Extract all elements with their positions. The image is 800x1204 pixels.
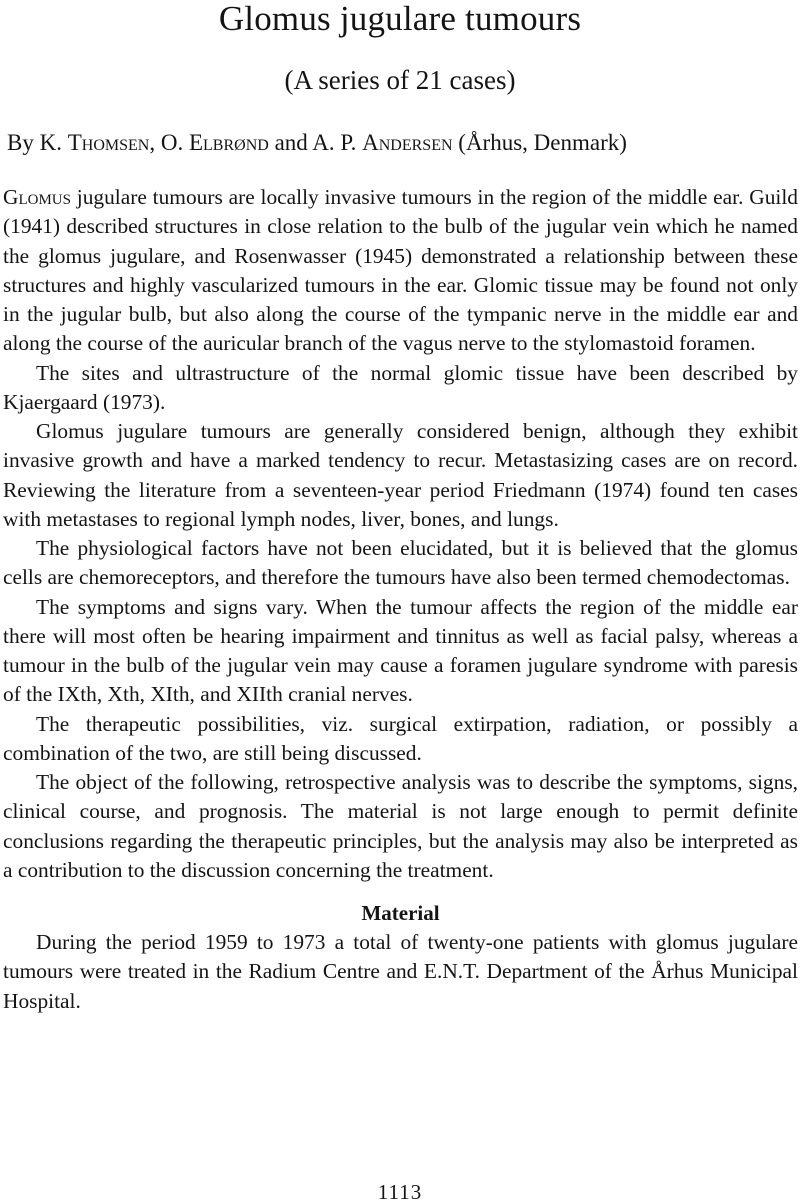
- intro-paragraph-2: The sites and ultrastructure of the normal glomic tissue have been described by Kjaergaard (1973).: [3, 360, 798, 414]
- author-1-initial: K.: [39, 130, 62, 155]
- intro-paragraph-7: The object of the following, retrospective analysis was to describe the symptoms, signs, clinical course, and prognosis. The material is not large enough to permit definite conclusions regarding the therapeutic principles, but the analysis may also be interpreted as a contribution to the discussion concerning the treatment.: [3, 770, 798, 882]
- intro-paragraph-6: The therapeutic possibilities, viz. surgical extirpation, radiation, or possibly a combination of the two, are still being discussed.: [3, 711, 798, 765]
- author-line: By K. Thomsen, O. Elbrønd and A. P. Andersen (Århus, Denmark): [7, 130, 627, 155]
- author-3-initial: A. P.: [312, 130, 357, 155]
- author-2-surname: Elbrønd: [188, 130, 269, 155]
- by-label: By: [7, 130, 34, 155]
- author-2-initial: O.: [160, 130, 184, 155]
- material-paragraph-1: During the period 1959 to 1973 a total of twenty-one patients with glomus jugulare tumours were treated in the Radium Centre and E.N.T. Department of the Århus Municipal Hospital.: [3, 930, 798, 1013]
- section-heading-material: Material: [361, 901, 440, 925]
- page-number: 1113: [377, 1180, 423, 1204]
- author-conjunction: and: [274, 130, 308, 155]
- intro-paragraph-4: The physiological factors have not been elucidated, but it is believed that the glomus cells are chemoreceptors, and therefore the tumours have also been termed chemodectomas.: [3, 536, 798, 590]
- article-body: [3, 183, 798, 1016]
- intro-paragraph-3: Glomus jugulare tumours are generally considered benign, although they exhibit invasive growth and have a marked tendency to recur. Metastasizing cases are on record. Reviewing the literature from a seventeen-year period Friedmann (1974) found ten cases with metastases to regional lymph nodes, liver, bones, and lungs.: [3, 419, 798, 531]
- drop-lead-word: Glomus: [3, 185, 71, 209]
- author-3-surname: Andersen: [362, 130, 453, 155]
- article-title: Glomus jugulare tumours: [218, 0, 582, 38]
- article-subtitle: (A series of 21 cases): [284, 65, 516, 95]
- author-affiliation: (Århus, Denmark): [458, 130, 627, 155]
- intro-paragraph-5: The symptoms and signs vary. When the tumour affects the region of the middle ear there will most often be hearing impairment and tinnitus as well as facial palsy, whereas a tumour in the bulb of the jugular vein may cause a foramen jugulare syndrome with paresis of the IXth, Xth, XIth, and XIIth cranial nerves.: [3, 594, 798, 707]
- intro-paragraph-1-text: jugulare tumours are locally invasive tumours in the region of the middle ear. Guild (1941) described structures in close relation to the bulb of the jugular vein which he named the glomus jugulare, and Rosenwasser (1945) demonstrated a relationship between these structures and highly vascularized tumours in the ear. Glomic tissue may be found not only in the jugular bulb, but also along the course of the tympanic nerve in the middle ear and along the course of the auricular branch of the vagus nerve to the stylomastoid foramen.: [3, 185, 798, 356]
- intro-paragraph-1: [3, 183, 798, 359]
- author-1-surname: Thomsen: [67, 130, 150, 155]
